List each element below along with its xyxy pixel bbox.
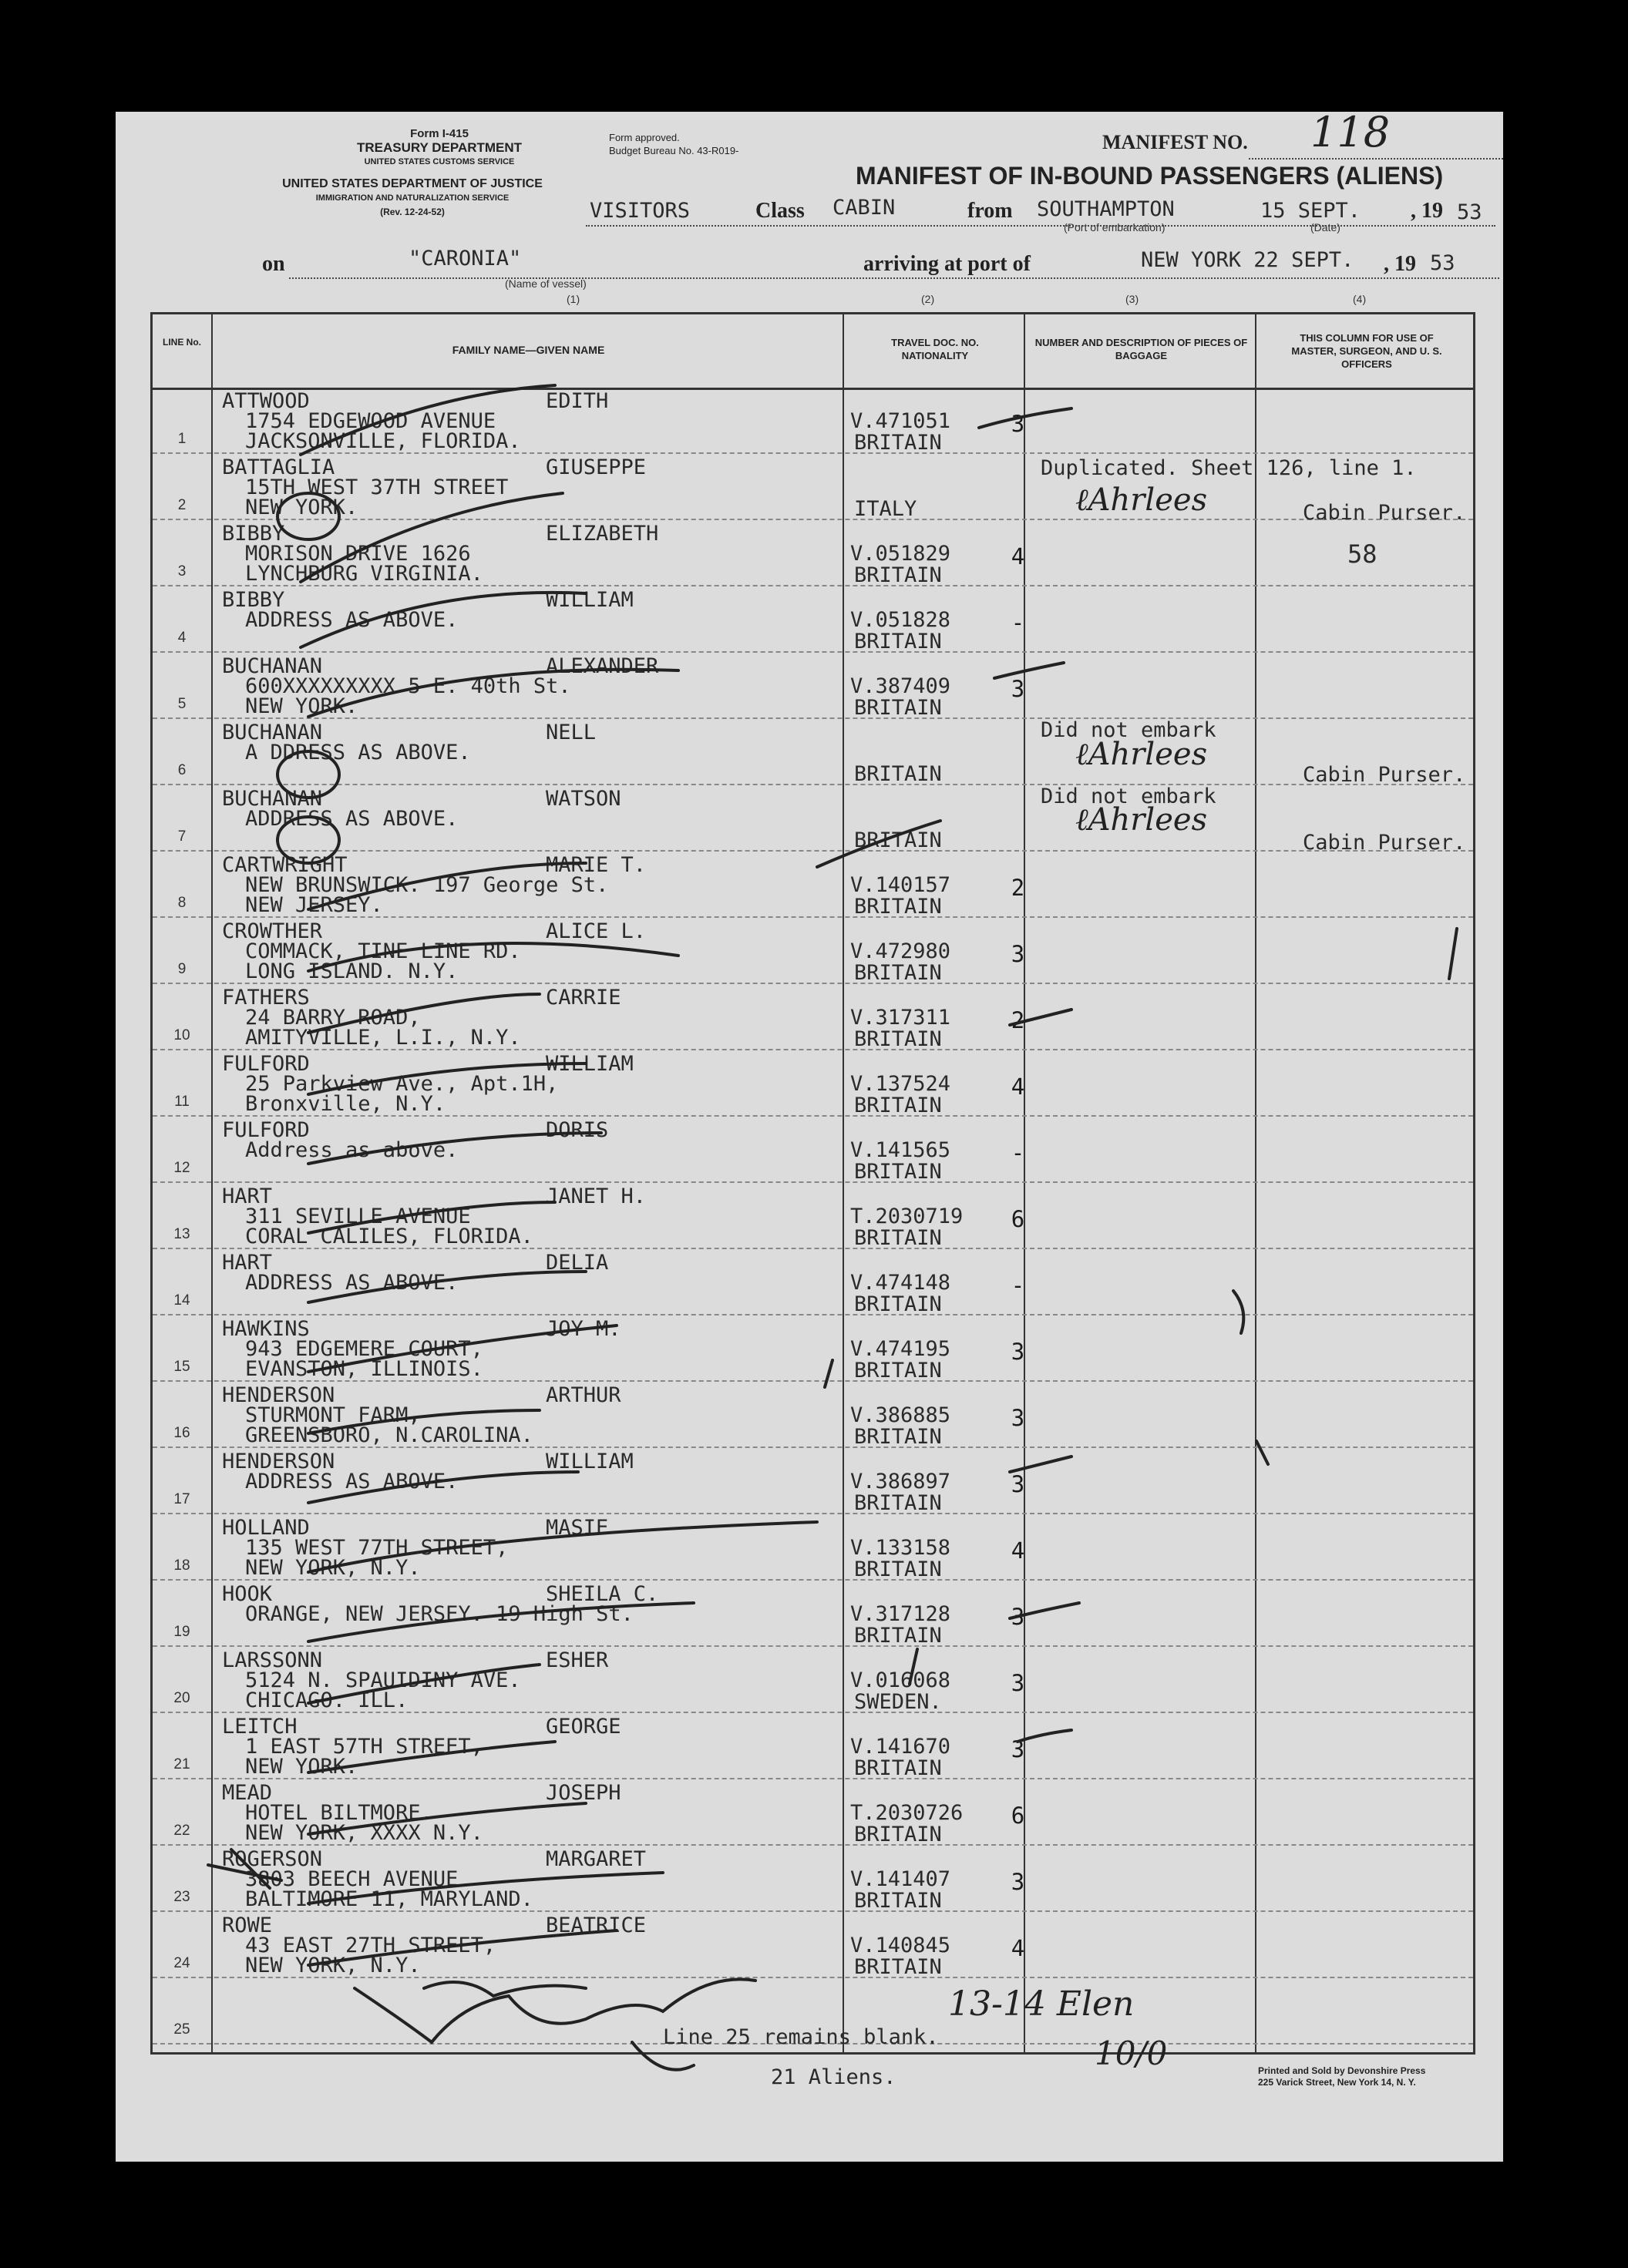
address-line-1: MORISON DRIVE 1626 xyxy=(245,542,471,566)
line-number: 4 xyxy=(177,630,187,646)
address-line-2: AMITYVILLE, L.I., N.Y. xyxy=(245,1026,521,1050)
table-row xyxy=(153,719,1473,785)
passenger-table xyxy=(150,312,1475,2055)
table-row xyxy=(153,1779,1473,1846)
approval-block xyxy=(609,131,738,157)
baggage-count: 3 xyxy=(1011,1670,1025,1696)
travel-doc-no: V.317311 xyxy=(850,1006,951,1030)
vessel-name: "CARONIA" xyxy=(409,247,522,270)
arrival-port: NEW YORK 22 SEPT. xyxy=(1141,248,1354,272)
customs-label: UNITED STATES CUSTOMS SERVICE xyxy=(364,157,515,166)
travel-doc-no: V.133158 xyxy=(850,1536,951,1560)
baggage-count: 4 xyxy=(1011,1074,1025,1100)
table-row xyxy=(153,1647,1473,1713)
given-name: MARIE T. xyxy=(546,853,647,877)
col-num-3: (3) xyxy=(1125,293,1139,305)
given-name: CARRIE xyxy=(546,986,621,1010)
given-name: SHEILA C. xyxy=(546,1582,659,1606)
address-line-1: 3803 BEECH AVENUE xyxy=(245,1867,459,1891)
line-number: 1 xyxy=(177,431,187,447)
address-line-1: 600XXXXXXXXX 5 E. 40th St. xyxy=(245,674,571,698)
family-name: FULFORD xyxy=(222,1118,310,1142)
line-number: 8 xyxy=(177,895,187,911)
line-number: 25 xyxy=(173,2021,190,2038)
address-line-1: 5124 N. SPAUIDINY AVE. xyxy=(245,1668,521,1692)
year-prefix: , 19 xyxy=(1411,199,1443,223)
line-number: 17 xyxy=(173,1491,190,1507)
address-line-2: NEW YORK, N.Y. xyxy=(245,1556,421,1580)
address-line-2: LYNCHBURG VIRGINIA. xyxy=(245,562,483,586)
given-name: WILLIAM xyxy=(546,1052,634,1076)
column-header-row xyxy=(153,314,1473,390)
class-value: CABIN xyxy=(832,196,896,220)
baggage-count: 4 xyxy=(1011,543,1025,570)
address-line-1: A DDRESS AS ABOVE. xyxy=(245,741,471,764)
baggage-count: 2 xyxy=(1011,1007,1025,1033)
given-name: GEORGE xyxy=(546,1715,621,1739)
address-line-2: JACKSONVILLE, FLORIDA. xyxy=(245,429,521,453)
line-number: 3 xyxy=(177,563,187,580)
address-line-2: EVANSTON, ILLINOIS. xyxy=(245,1357,483,1381)
family-name: BUCHANAN xyxy=(222,654,323,678)
line-number: 13 xyxy=(173,1226,190,1242)
line-number: 14 xyxy=(173,1292,190,1309)
table-row xyxy=(153,586,1473,653)
line-number: 9 xyxy=(177,961,187,977)
family-name: BUCHANAN xyxy=(222,721,323,744)
table-row xyxy=(153,1249,1473,1315)
line-25-note: Line 25 remains blank. xyxy=(663,2025,939,2049)
baggage-count: 3 xyxy=(1011,1339,1025,1365)
arriving-label: arriving at port of xyxy=(863,252,1031,276)
address-line-2: NEW YORK. xyxy=(245,694,358,718)
col-num-2: (2) xyxy=(921,293,935,305)
nationality: BRITAIN xyxy=(854,1027,942,1051)
table-row xyxy=(153,388,1473,454)
revision-label: (Rev. 12-24-52) xyxy=(380,207,445,217)
baggage-count: - xyxy=(1011,1140,1025,1166)
nationality: BRITAIN xyxy=(854,1425,942,1449)
table-row xyxy=(153,984,1473,1050)
address-line-1: 15TH WEST 37TH STREET xyxy=(245,475,509,499)
given-name: NELL xyxy=(546,721,597,744)
address-line-1: ADDRESS AS ABOVE. xyxy=(245,608,459,632)
printer-credit xyxy=(1258,2065,1425,2088)
date-caption: (Date) xyxy=(1310,221,1340,234)
family-name: HENDERSON xyxy=(222,1450,335,1473)
nationality: BRITAIN xyxy=(854,1292,942,1316)
justice-label: UNITED STATES DEPARTMENT OF JUSTICE xyxy=(282,177,543,190)
address-line-1: HOTEL BILTMORE. xyxy=(245,1801,433,1825)
table-row xyxy=(153,918,1473,984)
address-line-1: 943 EDGEMERE COURT, xyxy=(245,1337,483,1361)
given-name: GIUSEPPE xyxy=(546,455,647,479)
address-line-1: ADDRESS AS ABOVE. xyxy=(245,1271,459,1295)
given-name: JOY M. xyxy=(546,1317,621,1341)
nationality: BRITAIN xyxy=(854,1889,942,1913)
travel-doc-no: V.317128 xyxy=(850,1602,951,1626)
baggage-count: 3 xyxy=(1011,1471,1025,1497)
family-name: CARTWRIGHT xyxy=(222,853,348,877)
travel-doc-no: V.471051 xyxy=(850,409,951,433)
address-line-1: 311 SEVILLE AVENUE xyxy=(245,1205,471,1228)
address-line-2: CORAL CALILES, FLORIDA. xyxy=(245,1225,533,1248)
address-line-2: LONG ISLAND. N.Y. xyxy=(245,959,459,983)
travel-doc-no: V.141407 xyxy=(850,1867,951,1891)
given-name: WILLIAM xyxy=(546,1450,634,1473)
family-name: ROGERSON xyxy=(222,1847,323,1871)
line-number: 23 xyxy=(173,1889,190,1905)
family-name: MEAD xyxy=(222,1781,273,1805)
nationality: BRITAIN xyxy=(854,1756,942,1780)
travel-doc-no: V.141565 xyxy=(850,1138,951,1162)
family-name: HOOK xyxy=(222,1582,273,1606)
family-name: BATTAGLIA xyxy=(222,455,335,479)
family-name: HAWKINS xyxy=(222,1317,310,1341)
nationality: BRITAIN xyxy=(854,431,942,455)
travel-doc-no: V.474148 xyxy=(850,1271,951,1295)
line-number: 12 xyxy=(173,1160,190,1176)
address-line-1: STURMONT FARM, xyxy=(245,1403,421,1427)
arrival-year-prefix: , 19 xyxy=(1384,252,1416,276)
year-value: 53 xyxy=(1457,200,1482,224)
line-number: 22 xyxy=(173,1823,190,1839)
baggage-count: - xyxy=(1011,1272,1025,1299)
nationality: SWEDEN. xyxy=(854,1690,942,1714)
manifest-no-value: 118 xyxy=(1310,108,1391,156)
given-name: ALEXANDER xyxy=(546,654,659,678)
address-line-1: ORANGE, NEW JERSEY. 19 High St. xyxy=(245,1602,634,1626)
baggage-count: - xyxy=(1011,610,1025,636)
form-number: Form I-415 xyxy=(410,127,469,140)
given-name: WATSON xyxy=(546,787,621,811)
given-name: ALICE L. xyxy=(546,919,647,943)
travel-doc-no: V.051829 xyxy=(850,542,951,566)
table-row xyxy=(153,1713,1473,1779)
given-name: DORIS xyxy=(546,1118,609,1142)
table-row xyxy=(153,1846,1473,1912)
nationality: BRITAIN xyxy=(854,1491,942,1515)
address-line-2: Bronxville, N.Y. xyxy=(245,1092,446,1116)
given-name: MASIE xyxy=(546,1516,609,1540)
did-not-embark-1: Did not embark xyxy=(1041,718,1216,742)
justice-block xyxy=(258,177,567,219)
travel-doc-no: V.387409 xyxy=(850,674,951,698)
address-line-1: 25 Parkview Ave., Apt.1H, xyxy=(245,1072,559,1096)
nationality: BRITAIN xyxy=(854,696,942,720)
given-name: DELIA xyxy=(546,1251,609,1275)
baggage-count: 3 xyxy=(1011,1405,1025,1431)
purser-signature: ℓAhrlees xyxy=(1075,802,1208,838)
line-number: 16 xyxy=(173,1425,190,1441)
family-name: LARSSONN xyxy=(222,1648,323,1672)
address-line-2: NEW YORK, N.Y. xyxy=(245,1954,421,1977)
baggage-count: 3 xyxy=(1011,1736,1025,1762)
family-name: FULFORD xyxy=(222,1052,310,1076)
line-number: 6 xyxy=(177,762,187,778)
travel-doc-no: V.141670 xyxy=(850,1735,951,1759)
line-number: 10 xyxy=(173,1027,190,1043)
table-row xyxy=(153,1117,1473,1183)
nationality: BRITAIN xyxy=(854,1226,942,1250)
line-number: 20 xyxy=(173,1690,190,1706)
nationality: BRITAIN xyxy=(854,1955,942,1979)
nationality: BRITAIN xyxy=(854,1160,942,1184)
arrival-year: 53 xyxy=(1430,251,1455,275)
form-agency-block xyxy=(324,127,555,169)
table-row xyxy=(153,1382,1473,1448)
nationality: BRITAIN xyxy=(854,1557,942,1581)
date-value: 15 SEPT. xyxy=(1260,199,1361,223)
table-row xyxy=(153,1183,1473,1249)
table-row xyxy=(153,1448,1473,1514)
address-line-2: CHICAGO. ILL. xyxy=(245,1688,409,1712)
nationality: BRITAIN xyxy=(854,1624,942,1648)
from-label: from xyxy=(967,199,1013,223)
purser-note-3: Cabin Purser. xyxy=(1303,831,1466,855)
col-head-officers: THIS COLUMN FOR USE OF MASTER, SURGEON, AND U. S. OFFICERS xyxy=(1291,332,1442,370)
nationality: BRITAIN xyxy=(854,895,942,919)
family-name: HOLLAND xyxy=(222,1516,310,1540)
travel-doc-no: V.386897 xyxy=(850,1470,951,1494)
family-name: HART xyxy=(222,1251,273,1275)
family-name: FATHERS xyxy=(222,986,310,1010)
approved-label: Form approved. xyxy=(609,132,680,143)
travel-doc-no: V.140157 xyxy=(850,873,951,897)
from-value: SOUTHAMPTON xyxy=(1037,197,1175,221)
baggage-count: 3 xyxy=(1011,941,1025,967)
vessel-caption: (Name of vessel) xyxy=(505,277,587,290)
address-line-2: NEW YORK, XXXX N.Y. xyxy=(245,1821,483,1845)
baggage-count: 3 xyxy=(1011,1604,1025,1630)
nationality: ITALY xyxy=(854,497,917,521)
purser-signature: ℓAhrlees xyxy=(1075,737,1208,772)
family-name: ROWE xyxy=(222,1914,273,1937)
table-row xyxy=(153,1581,1473,1647)
class-line xyxy=(586,225,1495,227)
baggage-count: 4 xyxy=(1011,1935,1025,1961)
address-line-1: COMMACK, TINE LINE RD. xyxy=(245,939,521,963)
nationality: BRITAIN xyxy=(854,1359,942,1383)
printer-line-1: Printed and Sold by Devonshire Press xyxy=(1258,2065,1426,2076)
budget-label: Budget Bureau No. 43-R019- xyxy=(609,145,739,156)
table-row xyxy=(153,785,1473,852)
address-line-1: 135 WEST 77TH STREET, xyxy=(245,1536,509,1560)
line-number: 2 xyxy=(177,497,187,513)
travel-doc-no: V.474195 xyxy=(850,1337,951,1361)
travel-doc-no: V.140845 xyxy=(850,1934,951,1957)
family-name: ATTWOOD xyxy=(222,389,310,413)
treasury-label: TREASURY DEPARTMENT xyxy=(356,140,523,155)
family-name: LEITCH xyxy=(222,1715,298,1739)
line-number: 21 xyxy=(173,1756,190,1772)
address-line-2: GREENSBORO, N.CAROLINA. xyxy=(245,1423,533,1447)
purser-note-2: Cabin Purser. xyxy=(1303,763,1466,787)
nationality: BRITAIN xyxy=(854,630,942,654)
address-line-2: NEW JERSEY. xyxy=(245,893,383,917)
table-row xyxy=(153,1514,1473,1581)
address-line-1: NEW BRUNSWICK. 197 George St. xyxy=(245,873,609,897)
baggage-count: 2 xyxy=(1011,875,1025,901)
handwritten-note: 13-14 Elen xyxy=(948,1984,1135,2024)
class-type: VISITORS xyxy=(590,199,691,223)
class-label: Class xyxy=(755,199,805,223)
count-58: 58 xyxy=(1347,539,1377,569)
duplicate-note: Duplicated. Sheet 126, line 1. xyxy=(1041,456,1417,480)
given-name: BEATRICE xyxy=(546,1914,647,1937)
line-number: 7 xyxy=(177,828,187,845)
travel-doc-no: V.386885 xyxy=(850,1403,951,1427)
baggage-count: 3 xyxy=(1011,411,1025,437)
table-row xyxy=(153,653,1473,719)
line-number: 11 xyxy=(174,1094,190,1110)
col-head-doc: TRAVEL DOC. NO. NATIONALITY xyxy=(891,337,979,361)
nationality: BRITAIN xyxy=(854,961,942,985)
family-name: BIBBY xyxy=(222,588,285,612)
address-line-1: 1 EAST 57TH STREET, xyxy=(245,1735,483,1759)
nationality: BRITAIN xyxy=(854,828,942,852)
given-name: ESHER xyxy=(546,1648,609,1672)
vessel-line xyxy=(289,277,1499,279)
baggage-count: 3 xyxy=(1011,676,1025,702)
aliens-count: 21 Aliens. xyxy=(771,2065,896,2089)
baggage-count: 6 xyxy=(1011,1206,1025,1232)
nationality: BRITAIN xyxy=(854,1823,942,1846)
travel-doc-no: V.137524 xyxy=(850,1072,951,1096)
on-label: on xyxy=(262,252,285,276)
baggage-count: 3 xyxy=(1011,1869,1025,1895)
given-name: MARGARET xyxy=(546,1847,647,1871)
col-num-4: (4) xyxy=(1353,293,1367,305)
address-line-1: 1754 EDGEWOOD AVENUE xyxy=(245,409,496,433)
address-line-2: NEW YORK. xyxy=(245,1755,358,1779)
col-head-name: FAMILY NAME—GIVEN NAME xyxy=(452,344,605,356)
travel-doc-no: T.2030726 xyxy=(850,1801,964,1825)
given-name: EDITH xyxy=(546,389,609,413)
manifest-no-label: MANIFEST NO. xyxy=(1102,131,1248,153)
line-number: 19 xyxy=(173,1624,190,1640)
family-name: HENDERSON xyxy=(222,1383,335,1407)
nationality: BRITAIN xyxy=(854,563,942,587)
family-name: BIBBY xyxy=(222,522,285,546)
purser-note-1: Cabin Purser. xyxy=(1303,501,1466,525)
address-line-1: 43 EAST 27TH STREET, xyxy=(245,1934,496,1957)
travel-doc-no: V.472980 xyxy=(850,939,951,963)
address-line-2: BALTIMORE 11, MARYLAND. xyxy=(245,1887,533,1911)
family-name: CROWTHER xyxy=(222,919,323,943)
baggage-count: 6 xyxy=(1011,1803,1025,1829)
manifest-no-line xyxy=(1249,158,1503,160)
did-not-embark-2: Did not embark xyxy=(1041,785,1216,808)
nationality: BRITAIN xyxy=(854,762,942,786)
purser-signature: ℓAhrlees xyxy=(1075,482,1208,518)
port-caption: (Port of embarkation) xyxy=(1064,221,1166,234)
ins-label: IMMIGRATION AND NATURALIZATION SERVICE xyxy=(315,193,510,203)
given-name: ELIZABETH xyxy=(546,522,659,546)
line-number: 15 xyxy=(173,1359,190,1375)
table-row xyxy=(153,1050,1473,1117)
address-line-2: NEW YORK. xyxy=(245,496,358,519)
address-line-1: 24 BARRY ROAD, xyxy=(245,1006,421,1030)
address-line-1: Address as above. xyxy=(245,1138,459,1162)
col-head-baggage: NUMBER AND DESCRIPTION OF PIECES OF BAGGAGE xyxy=(1034,337,1248,361)
table-row xyxy=(153,1315,1473,1382)
manifest-title: MANIFEST OF IN-BOUND PASSENGERS (ALIENS) xyxy=(856,162,1444,190)
table-row xyxy=(153,852,1473,918)
col-num-1: (1) xyxy=(567,293,580,305)
given-name: JANET H. xyxy=(546,1184,647,1208)
line-number: 5 xyxy=(177,696,187,712)
nationality: BRITAIN xyxy=(854,1094,942,1117)
line-number: 18 xyxy=(173,1557,190,1574)
baggage-count: 4 xyxy=(1011,1537,1025,1564)
travel-doc-no: V.051828 xyxy=(850,608,951,632)
family-name: HART xyxy=(222,1184,273,1208)
given-name: JOSEPH xyxy=(546,1781,621,1805)
printer-line-2: 225 Varick Street, New York 14, N. Y. xyxy=(1258,2077,1416,2088)
address-line-1: ADDRESS AS ABOVE. xyxy=(245,1470,459,1494)
travel-doc-no: T.2030719 xyxy=(850,1205,964,1228)
given-name: WILLIAM xyxy=(546,588,634,612)
given-name: ARTHUR xyxy=(546,1383,621,1407)
travel-doc-no: V.016068 xyxy=(850,1668,951,1692)
col-head-line: LINE No. xyxy=(163,337,201,348)
address-line-1: ADDRESS AS ABOVE. xyxy=(245,807,459,831)
table-row xyxy=(153,1912,1473,1978)
line-number: 24 xyxy=(173,1955,190,1971)
table-row xyxy=(153,520,1473,586)
family-name: BUCHANAN xyxy=(222,787,323,811)
handwritten-note: 10/0 xyxy=(1095,2034,1168,2072)
